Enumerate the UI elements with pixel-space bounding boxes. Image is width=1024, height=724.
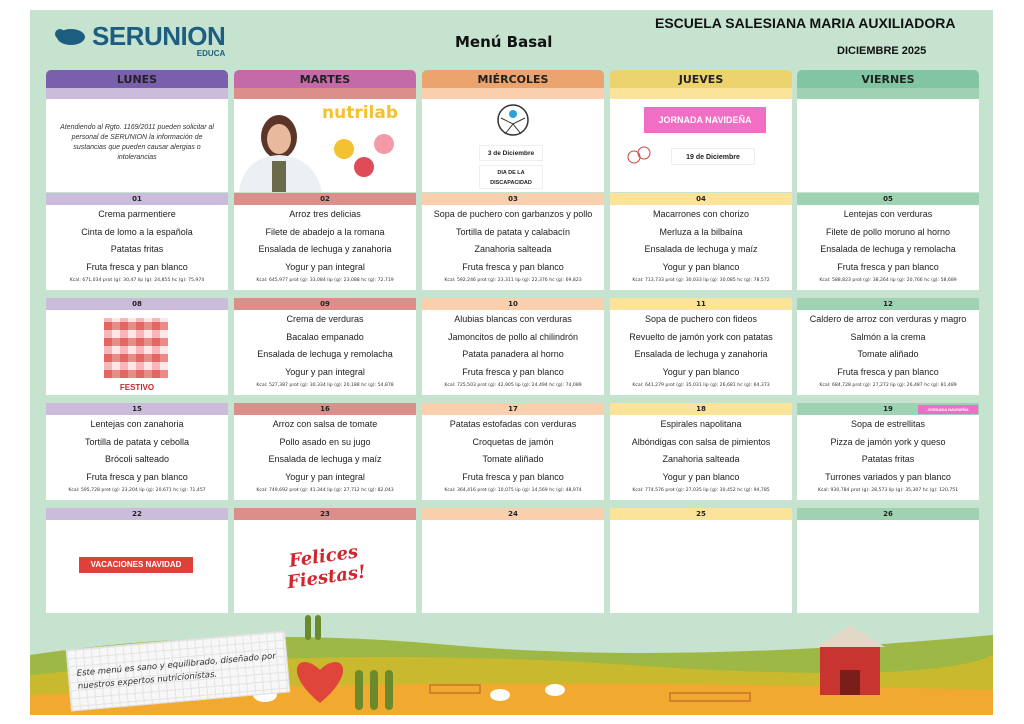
nutrition-info: Kcal: 588,823 prot (g): 38,264 lip (g): 20,766 hc (g): 58,689	[819, 278, 957, 283]
vacaciones-banner: VACACIONES NAVIDAD	[79, 557, 193, 573]
nutrition-info: Kcal: 749,692 prot (g): 41,344 lip (g): 27,712 hc (g): 82,043	[256, 488, 394, 493]
dish-item: Filete de abadejo a la romana	[265, 226, 385, 237]
dish-item: Sopa de estrellitas	[850, 419, 926, 429]
dish-item: Turrones variados y pan blanco	[825, 471, 951, 482]
jornada-navidena-badge: JORNADA NAVIDEÑA	[918, 405, 978, 414]
dish-item: Ensalada de lechuga y remolacha	[257, 349, 393, 359]
day-cell	[797, 310, 979, 395]
day-header-miercoles: MIÉRCOLES	[422, 70, 604, 88]
day-cell	[797, 415, 979, 500]
dish-item: Patatas estofadas con verduras	[449, 419, 577, 429]
dish-item: Fruta fresca y pan blanco	[462, 366, 564, 377]
dish-item: Crema parmentiere	[98, 209, 176, 219]
date-bar: 18	[610, 403, 792, 415]
day-header-strip	[797, 88, 979, 99]
date-bar: 02	[234, 193, 416, 205]
dish-item: Tortilla de patata y cebolla	[84, 436, 190, 447]
brand-text	[92, 21, 226, 58]
dish-item: Ensalada de lechuga y maíz	[268, 454, 382, 464]
dish-item: Yogur y pan integral	[285, 366, 365, 377]
day-cell	[46, 415, 228, 500]
day-header-lunes: LUNES	[46, 70, 228, 88]
day-cell	[422, 310, 604, 395]
dish-item: Croquetas de jamón	[472, 436, 554, 447]
dish-item: Tomate aliñado	[482, 454, 544, 464]
day-cell	[46, 205, 228, 290]
day-cell	[610, 205, 792, 290]
dish-item: Patatas fritas	[110, 244, 164, 254]
day-cell	[797, 520, 979, 613]
dish-item: Fruta fresca y pan blanco	[86, 261, 188, 272]
jornada-navidena-badge: JORNADA NAVIDEÑA	[644, 107, 766, 133]
nutrition-info: Kcal: 774,576 prot (g): 27,035 lip (g): 30,452 hc (g): 94,785	[632, 488, 770, 493]
dish-item: Zanahoria salteada	[662, 454, 740, 464]
dish-item: Caldero de arroz con verduras y magro	[809, 314, 967, 324]
brand-sub: EDUCA	[196, 49, 226, 58]
date-bar: 15	[46, 403, 228, 415]
day-cell	[422, 415, 604, 500]
serunion-logo	[54, 21, 226, 58]
nutrilab-logo: nutrilab	[322, 103, 399, 123]
dish-item: Ensalada de lechuga y remolacha	[820, 244, 956, 254]
dish-item: Albóndigas con salsa de pimientos	[631, 436, 771, 447]
festivo-label: FESTIVO	[119, 383, 155, 392]
dish-item: Tortilla de patata y calabacín	[455, 226, 571, 237]
date-bar: 23	[234, 508, 416, 520]
day-header-strip	[422, 88, 604, 99]
dish-item: Arroz con salsa de tomate	[272, 419, 378, 429]
dish-item: Lentejas con verduras	[843, 209, 933, 219]
dish-item: Pollo asado en su jugo	[279, 436, 371, 447]
allergen-note: Atendiendo al Rgto. 1169/2011 pueden solicitar al personal de SERUNION la información de sustancias que pueden causar alergias o intolerancias	[60, 124, 214, 161]
info-cell-jueves	[610, 99, 792, 192]
dish-item: Arroz tres delicias	[289, 209, 361, 219]
dish-item: Brócoli salteado	[104, 454, 170, 464]
day-header-strip	[46, 88, 228, 99]
day-header-viernes: VIERNES	[797, 70, 979, 88]
page-title: Menú Basal	[455, 33, 553, 51]
dish-item: Macarrones con chorizo	[652, 209, 750, 219]
date-bar: 10	[422, 298, 604, 310]
footer-note: Este menú es sano y equilibrado, diseñado por nuestros expertos nutricionistas.	[76, 651, 277, 692]
day-cell	[797, 205, 979, 290]
nutrition-info: Kcal: 592,246 prot (g): 23,311 lip (g): 22,376 hc (g): 69,823	[444, 278, 582, 283]
date-bar: 16	[234, 403, 416, 415]
discapacidad-label: DIA DE LA DISCAPACIDAD	[479, 165, 543, 189]
info-cell-lunes	[46, 99, 228, 192]
dish-item: Patata panadera al horno	[462, 349, 564, 359]
dish-item: Patatas fritas	[861, 454, 915, 464]
date-bar: 11	[610, 298, 792, 310]
date-bar: 04	[610, 193, 792, 205]
dish-item: Fruta fresca y pan blanco	[462, 471, 564, 482]
dish-item: Fruta fresca y pan blanco	[462, 261, 564, 272]
date-bar: 01	[46, 193, 228, 205]
date-bar: 03	[422, 193, 604, 205]
dish-item: Fruta fresca y pan blanco	[86, 471, 188, 482]
accessibility-icon	[493, 102, 533, 138]
date-bar: 24	[422, 508, 604, 520]
date-bar: 09	[234, 298, 416, 310]
day-header-strip	[610, 88, 792, 99]
dish-item: Filete de pollo moruno al horno	[825, 226, 951, 237]
dish-item: Jamoncitos de pollo al chilindrón	[447, 331, 579, 342]
day-cell	[234, 310, 416, 395]
nutrition-info: Kcal: 595,728 prot (g): 23,204 lip (g): 20,671 hc (g): 71,457	[68, 488, 206, 493]
discapacidad-date: 3 de Diciembre	[479, 145, 543, 161]
day-cell	[46, 310, 228, 395]
info-cell-miercoles	[422, 99, 604, 192]
day-cell	[610, 520, 792, 613]
dish-item: Ensalada de lechuga y maíz	[644, 244, 758, 254]
nutrition-info: Kcal: 671,034 prot (g): 30,47 lip (g): 24,855 hc (g): 75,974	[69, 278, 205, 283]
date-bar: 08	[46, 298, 228, 310]
nutrition-info: Kcal: 645,977 prot (g): 33,084 lip (g): 23,088 hc (g): 72,719	[256, 278, 394, 283]
dish-item: Fruta fresca y pan blanco	[837, 261, 939, 272]
dish-item: Yogur y pan blanco	[662, 366, 740, 377]
tablecloth-pattern	[104, 318, 168, 378]
dish-item: Sopa de puchero con garbanzos y pollo	[433, 209, 593, 219]
dish-item: Tomate aliñado	[857, 349, 919, 359]
date-bar: 12	[797, 298, 979, 310]
nutrition-info: Kcal: 725,503 prot (g): 42,905 lip (g): 24,494 hc (g): 74,089	[444, 383, 582, 388]
day-cell	[610, 310, 792, 395]
nutrition-info: Kcal: 684,728 prot (g): 27,272 lip (g): 26,487 hc (g): 81,489	[819, 383, 957, 388]
glasses-toast-icon	[624, 139, 654, 169]
day-cell	[234, 205, 416, 290]
dish-item: Ensalada de lechuga y zanahoria	[634, 349, 768, 359]
date-bar: 22	[46, 508, 228, 520]
dish-item: Crema de verduras	[286, 314, 364, 324]
day-cell	[234, 520, 416, 613]
dish-item: Pizza de jamón york y queso	[830, 436, 946, 447]
dish-item: Espirales napolitana	[660, 419, 742, 429]
nutrition-info: Kcal: 641,279 prot (g): 35,031 lip (g): 26,681 hc (g): 64,373	[632, 383, 770, 388]
dish-item: Ensalada de lechuga y zanahoria	[258, 244, 392, 254]
date-bar: 26	[797, 508, 979, 520]
date-bar: 17	[422, 403, 604, 415]
day-header-jueves: JUEVES	[610, 70, 792, 88]
jornada-date: 19 de Diciembre	[671, 148, 755, 165]
dish-item: Fruta fresca y pan blanco	[837, 366, 939, 377]
felices-fiestas-greeting: Felices Fiestas!	[285, 541, 368, 594]
brand-name: SERUNION	[92, 21, 226, 51]
info-cell-viernes	[797, 99, 979, 192]
date-bar: 19	[797, 403, 979, 415]
day-cell	[422, 205, 604, 290]
day-cell	[234, 415, 416, 500]
dish-item: Alubias blancas con verduras	[454, 314, 572, 324]
date-bar: 05	[797, 193, 979, 205]
dish-item: Lentejas con zanahoria	[90, 419, 184, 429]
dish-item: Revuelto de jamón york con patatas	[629, 331, 773, 342]
dish-item: Yogur y pan integral	[285, 261, 365, 272]
nutrition-info: Kcal: 527,387 prot (g): 30,334 lip (g): 20,188 hc (g): 54,878	[256, 383, 394, 388]
dish-item: Yogur y pan blanco	[662, 261, 740, 272]
dish-item: Sopa de puchero con fideos	[644, 314, 758, 324]
dish-item: Yogur y pan blanco	[662, 471, 740, 482]
school-name: ESCUELA SALESIANA MARIA AUXILIADORA	[655, 15, 956, 31]
dish-item: Merluza a la bilbaína	[659, 226, 743, 237]
dish-item: Bacalao empanado	[286, 331, 364, 342]
dish-item: Salmón a la crema	[850, 331, 926, 342]
month-label: DICIEMBRE 2025	[837, 45, 927, 57]
dish-item: Yogur y pan integral	[285, 471, 365, 482]
day-header-martes: MARTES	[234, 70, 416, 88]
day-cell	[422, 520, 604, 613]
dish-item: Cinta de lomo a la española	[81, 226, 193, 237]
nutrition-info: Kcal: 364,416 prot (g): 10,075 lip (g): 14,569 hc (g): 48,974	[444, 488, 582, 493]
nutrition-info: Kcal: 713,733 prot (g): 30,033 lip (g): 30,085 hc (g): 78,572	[632, 278, 770, 283]
date-bar: 25	[610, 508, 792, 520]
day-cell	[46, 520, 228, 613]
info-cell-martes	[234, 99, 416, 192]
dish-item: Zanahoria salteada	[474, 244, 552, 254]
day-cell	[610, 415, 792, 500]
nutrition-info: Kcal: 930,784 prot (g): 28,573 lip (g): 35,307 hc (g): 120,751	[817, 488, 959, 493]
day-header-strip	[234, 88, 416, 99]
bison-icon	[54, 24, 88, 48]
